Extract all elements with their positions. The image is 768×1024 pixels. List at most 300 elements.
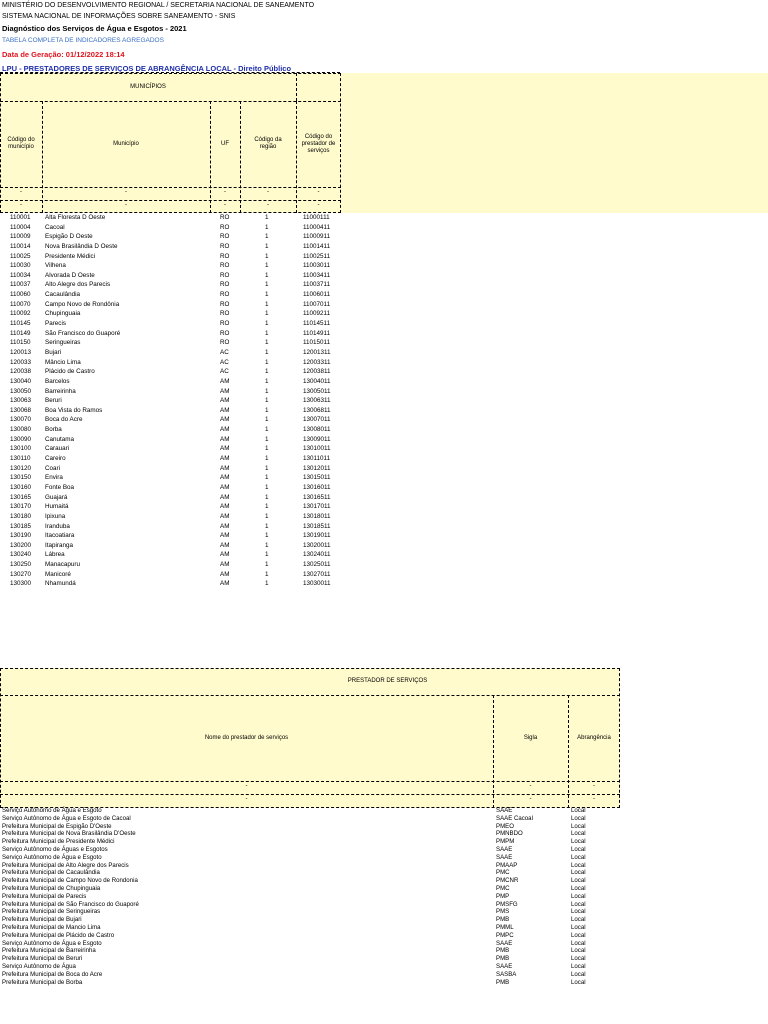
cell-codigo-regiao: 1 [265,339,269,347]
cell-nome-prestador: Prefeitura Municipal de Beruri [2,955,83,963]
cell-uf: RO [220,310,230,318]
divider [0,781,620,782]
cell-codigo-municipio: 130040 [10,377,32,385]
cell-uf: AM [220,445,230,453]
cell-codigo-municipio: 110025 [10,252,31,260]
cell-codigo-regiao: 1 [265,262,269,270]
cell-nome-prestador: Prefeitura Municipal de Boca do Acre [2,970,103,978]
cell-codigo-municipio: 130270 [10,570,32,578]
cell-codigo-municipio: 110150 [10,339,31,347]
generation-date: Data de Geração: 01/12/2022 18:14 [2,50,125,59]
table-row [0,377,340,387]
col-header-codigo-prestador: Código do prestador de serviços [301,133,336,154]
cell-municipio: Barcelos [45,377,70,385]
cell-nome-prestador: Prefeitura Municipal de Espigão D'Oeste [2,822,112,830]
cell-sigla: PMML [496,923,514,931]
cell-codigo-municipio: 130170 [10,503,32,511]
cell-codigo-municipio: 130150 [10,474,32,482]
cell-codigo-prestador: 11003411 [303,271,331,279]
cell-municipio: Itapiranga [45,541,74,549]
table-row [0,947,620,955]
cell-sigla: PMCNR [496,877,519,885]
cell-uf: AM [220,387,230,395]
cell-uf: AM [220,522,230,530]
cell-uf: AM [220,406,230,414]
cell-codigo-municipio: 110060 [10,291,31,299]
cell-uf: RO [220,329,230,337]
placeholder-dash: - [593,783,595,789]
cell-codigo-regiao: 1 [265,358,269,366]
cell-codigo-prestador: 13027011 [303,570,331,578]
cell-codigo-regiao: 1 [265,532,269,540]
table-row [0,908,620,916]
cell-nome-prestador: Prefeitura Municipal de Seringueiras [2,908,101,916]
cell-codigo-prestador: 13006811 [303,406,331,414]
cell-codigo-municipio: 120033 [10,358,32,366]
table-row [0,415,340,425]
cell-codigo-regiao: 1 [265,426,269,434]
cell-municipio: Plácido de Castro [45,368,95,376]
cell-uf: AM [220,512,230,520]
cell-sigla: PMB [496,947,510,955]
cell-nome-prestador: Prefeitura Municipal de Plácido de Castro [2,931,115,939]
cell-municipio: Seringueiras [45,339,81,347]
cell-codigo-regiao: 1 [265,320,269,328]
placeholder-dash: - [529,783,532,789]
cell-abrangencia: Local [571,853,586,861]
cell-codigo-municipio: 110149 [10,329,31,337]
cell-codigo-municipio: 130070 [10,416,32,424]
cell-municipio: Envira [45,474,63,482]
cell-municipio: Presidente Médici [45,252,96,260]
cell-codigo-municipio: 130090 [10,435,32,443]
table-row [0,444,340,454]
cell-codigo-prestador: 11003711 [303,281,331,289]
table-row [0,252,340,262]
cell-codigo-regiao: 1 [265,300,269,308]
cell-codigo-prestador: 13019011 [303,532,331,540]
cell-uf: AM [220,580,230,588]
cell-nome-prestador: Prefeitura Municipal de Barreirinha [2,947,96,955]
cell-nome-prestador: Prefeitura Municipal de Mancio Lima [2,923,101,931]
cell-codigo-municipio: 120038 [10,368,32,376]
cell-uf: AM [220,561,230,569]
cell-municipio: Alto Alegre dos Parecis [45,281,111,289]
table-row [0,570,340,580]
cell-codigo-regiao: 1 [265,512,269,520]
cell-municipio: Mâncio Lima [45,358,81,366]
cell-codigo-regiao: 1 [265,416,269,424]
cell-abrangencia: Local [571,807,586,814]
cell-codigo-municipio: 130120 [10,464,32,472]
cell-uf: AM [220,570,230,578]
cell-sigla: PMNBDO [496,830,523,838]
cell-codigo-prestador: 13005011 [303,387,331,395]
cell-codigo-prestador: 13024011 [303,551,331,559]
cell-abrangencia: Local [571,861,586,869]
cell-codigo-prestador: 13008011 [303,426,331,434]
cell-municipio: Careiro [45,455,66,463]
cell-sigla: PMC [496,869,510,877]
table-row [0,838,620,846]
placeholder-dash: - [317,202,320,208]
table-row [0,932,620,940]
cell-municipio: Carauari [45,445,70,453]
placeholder-dash: - [125,202,127,208]
table-row [0,464,340,474]
cell-sigla: PMC [496,884,510,892]
table-row [0,290,340,300]
prestador-table-body [0,807,620,986]
cell-municipio: Alvorada D Oeste [45,271,95,279]
cell-codigo-municipio: 130300 [10,580,32,588]
table-row [0,329,340,339]
table-row [0,823,620,831]
cell-abrangencia: Local [571,822,586,830]
cell-sigla: SAAE [496,962,513,970]
cell-codigo-prestador: 13009011 [303,435,331,443]
cell-codigo-prestador: 13018511 [303,522,331,530]
cell-sigla: SASBA [496,970,517,978]
cell-codigo-regiao: 1 [265,291,269,299]
cell-codigo-municipio: 110014 [10,242,31,250]
cell-codigo-prestador: 12003811 [303,368,331,376]
cell-codigo-regiao: 1 [265,483,269,491]
cell-uf: RO [220,339,230,347]
table-row [0,358,340,368]
cell-municipio: Itacoatiara [45,532,75,540]
cell-municipio: Boca do Acre [45,416,83,424]
placeholder-dash: - [317,189,320,195]
cell-codigo-municipio: 110037 [10,281,31,289]
cell-nome-prestador: Prefeitura Municipal de São Francisco do Guaporé [2,900,139,908]
cell-codigo-prestador: 13016011 [303,483,331,491]
cell-abrangencia: Local [571,939,586,947]
cell-codigo-regiao: 1 [265,329,269,337]
cell-sigla: PMAAP [496,861,518,869]
cell-municipio: Guajará [45,493,68,501]
table-row [0,916,620,924]
col-header-abrangencia: Abrangência [577,734,611,741]
cell-codigo-prestador: 11000911 [303,233,331,241]
cell-codigo-prestador: 13030011 [303,580,331,588]
cell-codigo-municipio: 110092 [10,310,31,318]
cell-sigla: SAAE [496,939,513,947]
col-header-sigla: Sigla [523,734,538,741]
cell-municipio: Cacoal [45,223,65,231]
cell-codigo-municipio: 110145 [10,320,31,328]
cell-uf: AM [220,426,230,434]
cell-uf: AC [220,348,229,356]
cell-sigla: PMEO [496,822,514,830]
col-header-codigo-municipio: Código do município [7,137,35,150]
cell-municipio: Iranduba [45,522,70,530]
cell-codigo-municipio: 130100 [10,445,32,453]
table-row [0,280,340,290]
cell-uf: AM [220,503,230,511]
cell-sigla: SAAE [496,853,513,861]
cell-nome-prestador: Prefeitura Municipal de Nova Brasilândia D'Oeste [2,830,136,838]
cell-codigo-municipio: 130080 [10,426,32,434]
cell-nome-prestador: Serviço Autônomo de Água [2,962,76,970]
cell-nome-prestador: Prefeitura Municipal de Bujari [2,916,82,924]
table-row [0,261,340,271]
cell-codigo-municipio: 130250 [10,561,32,569]
cell-municipio: Nhamundá [45,580,76,588]
table-row [0,924,620,932]
ministry-line: MINISTÉRIO DO DESENVOLVIMENTO REGIONAL / SECRETARIA NACIONAL DE SANEAMENTO [2,2,315,9]
cell-uf: AM [220,551,230,559]
cell-nome-prestador: Serviço Autônomo de Água e Esgoto [2,939,102,947]
table-row [0,869,620,877]
cell-uf: AM [220,435,230,443]
cell-codigo-prestador: 13012011 [303,464,331,472]
cell-uf: RO [220,271,230,279]
cell-sigla: PMPC [496,931,514,939]
cell-uf: RO [220,281,230,289]
cell-abrangencia: Local [571,970,586,978]
cell-abrangencia: Local [571,830,586,838]
cell-uf: RO [220,214,230,221]
cell-abrangencia: Local [571,908,586,916]
cell-codigo-regiao: 1 [265,348,269,356]
table-row [0,338,340,348]
placeholder-dash: - [593,796,595,802]
cell-codigo-prestador: 13010011 [303,445,331,453]
cell-municipio: Bujari [45,348,62,356]
cell-municipio: Beruri [45,397,62,405]
table-row [0,396,340,406]
cell-uf: RO [220,262,230,270]
cell-municipio: Barreirinha [45,387,76,395]
cell-codigo-municipio: 110004 [10,223,31,231]
cell-codigo-regiao: 1 [265,464,269,472]
placeholder-dash: - [20,189,22,195]
table-row [0,522,340,532]
cell-municipio: Canutama [45,435,75,443]
cell-sigla: SAAE [496,845,513,853]
cell-uf: AM [220,541,230,549]
cell-nome-prestador: Serviço Autônomo de Águas e Esgotos [2,845,108,853]
cell-uf: AM [220,493,230,501]
table-row [0,213,340,223]
table-row [0,406,340,416]
col-header-uf: UF [221,140,229,147]
table-row [0,830,620,838]
cell-codigo-regiao: 1 [265,445,269,453]
cell-nome-prestador: Prefeitura Municipal de Borba [2,978,83,986]
cell-abrangencia: Local [571,838,586,846]
cell-codigo-regiao: 1 [265,570,269,578]
table-row [0,979,620,987]
cell-codigo-prestador: 12001311 [303,348,331,356]
cell-codigo-regiao: 1 [265,214,269,221]
cell-municipio: Borba [45,426,62,434]
divider [296,73,297,101]
cell-codigo-municipio: 110034 [10,271,31,279]
table-row [0,387,340,397]
cell-codigo-regiao: 1 [265,503,269,511]
table-row [0,877,620,885]
table-row [0,367,340,377]
cell-codigo-regiao: 1 [265,435,269,443]
table-row [0,425,340,435]
cell-abrangencia: Local [571,884,586,892]
group-header-prestador: PRESTADOR DE SERVIÇOS [347,678,428,684]
cell-codigo-regiao: 1 [265,252,269,260]
cell-codigo-regiao: 1 [265,310,269,318]
cell-codigo-prestador: 13011011 [303,455,331,463]
table-row [0,271,340,281]
cell-codigo-prestador: 13017011 [303,503,331,511]
cell-codigo-municipio: 130190 [10,532,32,540]
cell-sigla: PMB [496,916,510,924]
cell-uf: RO [220,233,230,241]
cell-uf: AM [220,455,230,463]
cell-nome-prestador: Prefeitura Municipal de Chupinguaia [2,884,101,892]
cell-nome-prestador: Serviço Autônomo de Água e Esgoto [2,853,102,861]
cell-uf: AM [220,532,230,540]
document-subtitle: TABELA COMPLETA DE INDICADORES AGREGADOS [2,37,164,44]
cell-uf: AC [220,368,229,376]
cell-codigo-regiao: 1 [265,551,269,559]
cell-uf: RO [220,320,230,328]
cell-codigo-municipio: 130165 [10,493,32,501]
cell-uf: AM [220,464,230,472]
cell-abrangencia: Local [571,900,586,908]
cell-uf: AM [220,483,230,491]
cell-uf: RO [220,291,230,299]
table-row [0,560,340,570]
cell-codigo-municipio: 130240 [10,551,32,559]
municipios-table-body [0,213,340,589]
placeholder-dash: - [224,202,226,208]
cell-abrangencia: Local [571,923,586,931]
table-row [0,541,340,551]
placeholder-dash: - [125,189,127,195]
cell-nome-prestador: Prefeitura Municipal de Presidente Médici [2,838,115,846]
cell-codigo-prestador: 13004011 [303,377,331,385]
table-row [0,901,620,909]
cell-municipio: São Francisco do Guaporé [45,329,121,337]
table-row [0,579,340,589]
cell-uf: RO [220,242,230,250]
cell-uf: RO [220,300,230,308]
cell-nome-prestador: Prefeitura Municipal de Cacaulândia [2,869,100,877]
cell-codigo-prestador: 11003011 [303,262,331,270]
cell-abrangencia: Local [571,978,586,986]
cell-codigo-municipio: 130110 [10,455,31,463]
table-row [0,885,620,893]
cell-codigo-regiao: 1 [265,541,269,549]
table-row [0,454,340,464]
placeholder-dash: - [267,202,269,208]
cell-municipio: Ipixuna [45,512,66,520]
cell-codigo-prestador: 11014911 [303,329,331,337]
table-row [0,971,620,979]
cell-codigo-prestador: 13018011 [303,512,331,520]
cell-codigo-regiao: 1 [265,368,269,376]
cell-abrangencia: Local [571,916,586,924]
cell-codigo-regiao: 1 [265,242,269,250]
cell-codigo-municipio: 130200 [10,541,32,549]
cell-codigo-municipio: 110009 [10,233,31,241]
table-row [0,862,620,870]
cell-codigo-regiao: 1 [265,387,269,395]
table-row [0,846,620,854]
cell-codigo-prestador: 13007011 [303,416,331,424]
cell-uf: AM [220,377,230,385]
cell-uf: AC [220,358,229,366]
cell-codigo-prestador: 13006311 [303,397,331,405]
table-row [0,854,620,862]
table-row [0,815,620,823]
table-row [0,493,340,503]
cell-uf: RO [220,223,230,231]
cell-codigo-regiao: 1 [265,474,269,482]
cell-codigo-regiao: 1 [265,493,269,501]
placeholder-dash: - [245,783,248,789]
table-row [0,473,340,483]
cell-municipio: Boa Vista do Ramos [45,406,103,414]
cell-codigo-regiao: 1 [265,223,269,231]
cell-codigo-regiao: 1 [265,406,269,414]
placeholder-dash: - [245,796,248,802]
cell-sigla: SAAE Cacoal [496,814,533,822]
cell-sigla: PMS [496,908,510,916]
table-row [0,550,340,560]
divider [0,200,341,201]
cell-codigo-municipio: 110070 [10,300,31,308]
cell-sigla: PMB [496,955,510,963]
table-row [0,319,340,329]
cell-municipio: Coari [45,464,61,472]
cell-sigla: PMPM [496,838,515,846]
cell-codigo-regiao: 1 [265,271,269,279]
cell-codigo-regiao: 1 [265,580,269,588]
cell-codigo-municipio: 130068 [10,406,32,414]
cell-municipio: Nova Brasilândia D Oeste [45,242,118,250]
table-row [0,242,340,252]
cell-codigo-municipio: 110030 [10,262,31,270]
group-header-municipios: MUNICÍPIOS [130,83,166,90]
placeholder-dash: - [267,189,269,195]
cell-codigo-prestador: 11002511 [303,252,331,260]
divider [0,794,620,795]
table-row [0,348,340,358]
cell-codigo-regiao: 1 [265,522,269,530]
divider [0,187,341,188]
cell-municipio: Vilhena [45,262,66,270]
cell-codigo-prestador: 11014511 [303,320,331,328]
col-header-municipio: Município [113,140,139,147]
cell-sigla: PMB [496,978,510,986]
table-row [0,531,340,541]
cell-abrangencia: Local [571,962,586,970]
table-row [0,940,620,948]
cell-codigo-municipio: 130160 [10,483,32,491]
table-row [0,963,620,971]
cell-nome-prestador: Serviço Autônomo de Água e Esgoto [2,807,102,814]
table-row [0,512,340,522]
cell-uf: AM [220,474,230,482]
cell-uf: AM [220,416,230,424]
cell-nome-prestador: Prefeitura Municipal de Campo Novo de Rondonia [2,877,138,885]
cell-municipio: Manacapuru [45,561,81,569]
cell-codigo-prestador: 11015011 [303,339,331,347]
document-title: Diagnóstico dos Serviços de Água e Esgotos - 2021 [2,24,187,33]
cell-codigo-prestador: 11007011 [303,300,331,308]
